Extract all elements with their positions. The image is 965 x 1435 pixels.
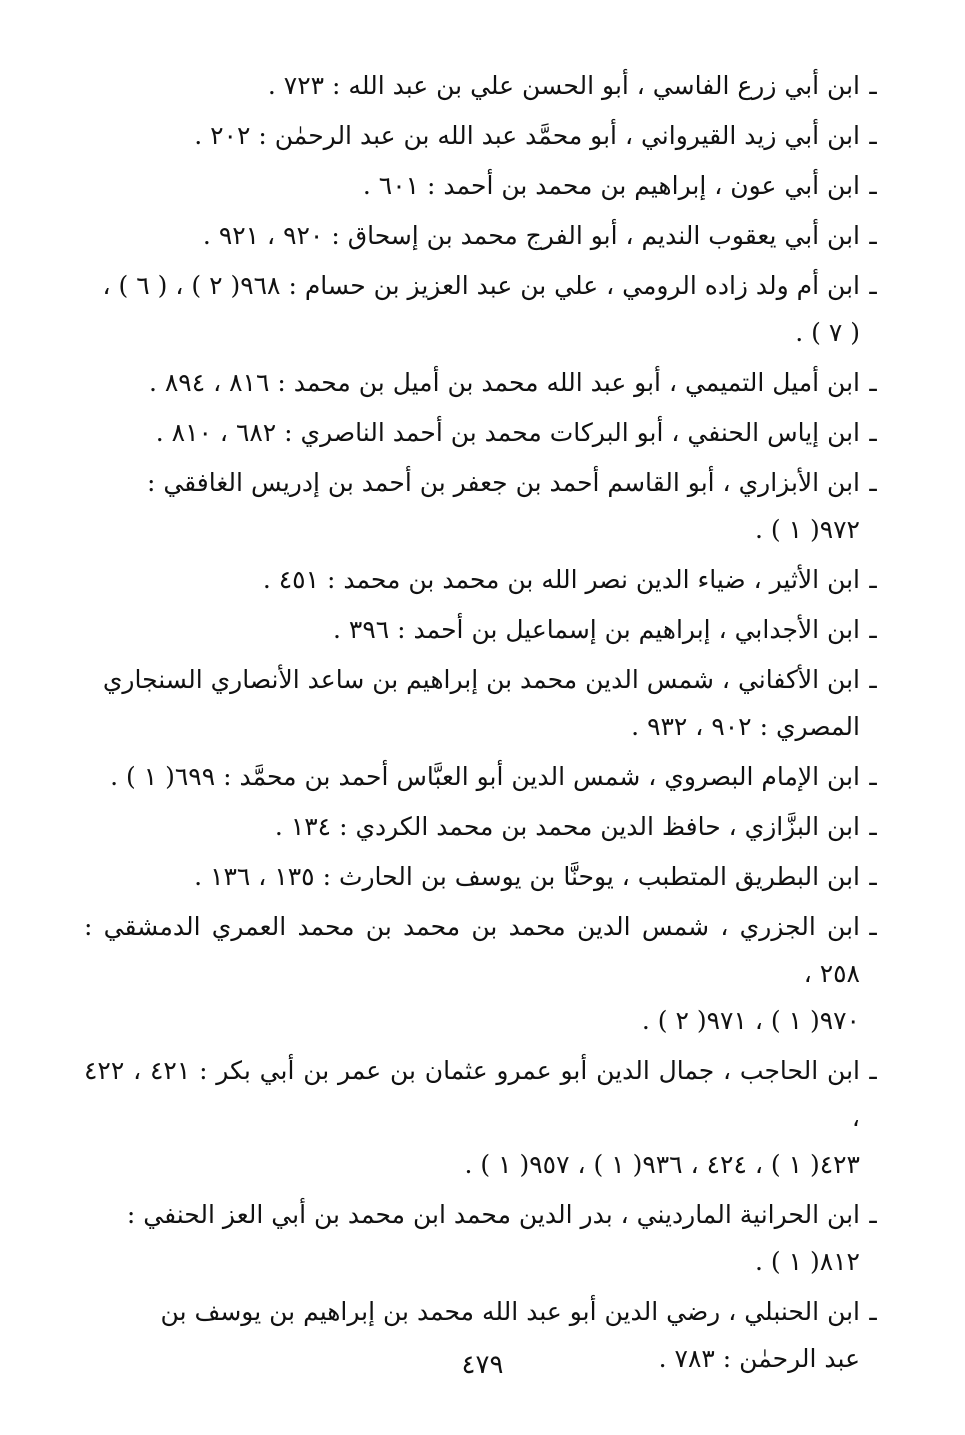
entry-dash: ـ xyxy=(869,1056,877,1085)
index-entry xyxy=(84,606,882,653)
entry-dash: ـ xyxy=(869,468,877,497)
entry-dash: ـ xyxy=(869,71,877,100)
entry-text: ابن الأكفاني ، شمس الدين محمد بن إبراهيم بن ساعد الأنصاري السنجاري xyxy=(102,665,860,694)
entry-text: ابن إياس الحنفي ، أبو البركات محمد بن أحمد الناصري : ٦٨٢ ، ٨١٠ . xyxy=(155,418,860,447)
entry-text: ابن الجزري ، شمس الدين محمد بن محمد بن محمد العمري الدمشقي : ٢٥٨ ، xyxy=(84,912,860,988)
entry-text: ابن الحرانية المارديني ، بدر الدين محمد ابن محمد بن أبي العز الحنفي : xyxy=(126,1200,860,1229)
entry-text: ابن أبي زرع الفاسي ، أبو الحسن علي بن عبد الله : ٧٢٣ . xyxy=(267,71,860,100)
index-entry xyxy=(84,656,882,750)
entry-continuation: ٩٧٠( ١ ) ، ٩٧١( ٢ ) . xyxy=(641,1006,860,1035)
entry-dash: ـ xyxy=(869,912,877,941)
entry-text: ابن الأجدابي ، إبراهيم بن إسماعيل بن أحمد : ٣٩٦ . xyxy=(333,615,860,644)
index-entry xyxy=(84,556,882,603)
index-entry xyxy=(84,409,882,456)
entry-text: ابن الإمام البصروي ، شمس الدين أبو العبَّاس أحمد بن محمَّد : ٦٩٩( ١ ) . xyxy=(110,762,860,791)
entry-continuation: ٨١٢( ١ ) . xyxy=(754,1247,860,1276)
entry-dash: ـ xyxy=(869,1297,877,1326)
index-entry xyxy=(84,162,882,209)
entry-continuation: المصري : ٩٠٢ ، ٩٣٢ . xyxy=(631,712,860,741)
index-entry xyxy=(84,853,882,900)
index-entry xyxy=(84,212,882,259)
entry-text: ابن الحاجب ، جمال الدين أبو عمرو عثمان بن عمر بن أبي بكر : ٤٢١ ، ٤٢٢ ، xyxy=(84,1056,860,1132)
entry-dash: ـ xyxy=(869,368,877,397)
entry-text: ابن أميل التميمي ، أبو عبد الله محمد بن أميل بن محمد : ٨١٦ ، ٨٩٤ . xyxy=(148,368,860,397)
index-entry xyxy=(84,262,882,356)
entry-dash: ـ xyxy=(869,121,877,150)
entry-dash: ـ xyxy=(869,565,877,594)
entry-continuation: ٩٧٢( ١ ) . xyxy=(754,515,860,544)
entry-dash: ـ xyxy=(869,862,877,891)
entry-dash: ـ xyxy=(869,171,877,200)
index-list xyxy=(84,62,882,1385)
entry-dash: ـ xyxy=(869,271,877,300)
entry-dash: ـ xyxy=(869,665,877,694)
entry-dash: ـ xyxy=(869,221,877,250)
index-entry xyxy=(84,903,882,1044)
entry-text: ابن الحنبلي ، رضي الدين أبو عبد الله محمد بن إبراهيم بن يوسف بن xyxy=(160,1297,860,1326)
index-entry xyxy=(84,112,882,159)
entry-dash: ـ xyxy=(869,418,877,447)
entry-dash: ـ xyxy=(869,615,877,644)
entry-continuation: عبد الرحمٰن : ٧٨٣ . xyxy=(658,1344,860,1373)
entry-continuation: ( ٧ ) . xyxy=(795,318,860,347)
index-entry xyxy=(84,1047,882,1188)
entry-dash: ـ xyxy=(869,812,877,841)
entry-text: ابن الأبزاري ، أبو القاسم أحمد بن جعفر بن أحمد بن إدريس الغافقي : xyxy=(146,468,860,497)
index-entry xyxy=(84,803,882,850)
index-entry xyxy=(84,1191,882,1285)
entry-text: ابن البطريق المتطبب ، يوحنَّا بن يوسف بن الحارث : ١٣٥ ، ١٣٦ . xyxy=(194,862,860,891)
entry-text: ابن أبي يعقوب النديم ، أبو الفرج محمد بن إسحاق : ٩٢٠ ، ٩٢١ . xyxy=(202,221,860,250)
entry-text: ابن الأثير ، ضياء الدين نصر الله بن محمد بن محمد : ٤٥١ . xyxy=(262,565,860,594)
entry-dash: ـ xyxy=(869,1200,877,1229)
entry-continuation: ٤٢٣( ١ ) ، ٤٢٤ ، ٩٣٦( ١ ) ، ٩٥٧( ١ ) . xyxy=(464,1150,860,1179)
index-entry xyxy=(84,459,882,553)
index-entry xyxy=(84,753,882,800)
entry-text: ابن أم ولد زاده الرومي ، علي بن عبد العزيز بن حسام : ٩٦٨( ٢ ) ، ( ٦ ) ، xyxy=(102,271,860,300)
index-entry xyxy=(84,62,882,109)
index-entry xyxy=(84,359,882,406)
entry-text: ابن أبي زيد القيرواني ، أبو محمَّد عبد الله بن عبد الرحمٰن : ٢٠٢ . xyxy=(194,121,860,150)
entry-dash: ـ xyxy=(869,762,877,791)
entry-text: ابن أبي عون ، إبراهيم بن محمد بن أحمد : ٦٠١ . xyxy=(362,171,860,200)
entry-text: ابن البزَّازي ، حافظ الدين محمد بن محمد الكردي : ١٣٤ . xyxy=(274,812,860,841)
page-number: ٤٧٩ xyxy=(461,1350,504,1380)
